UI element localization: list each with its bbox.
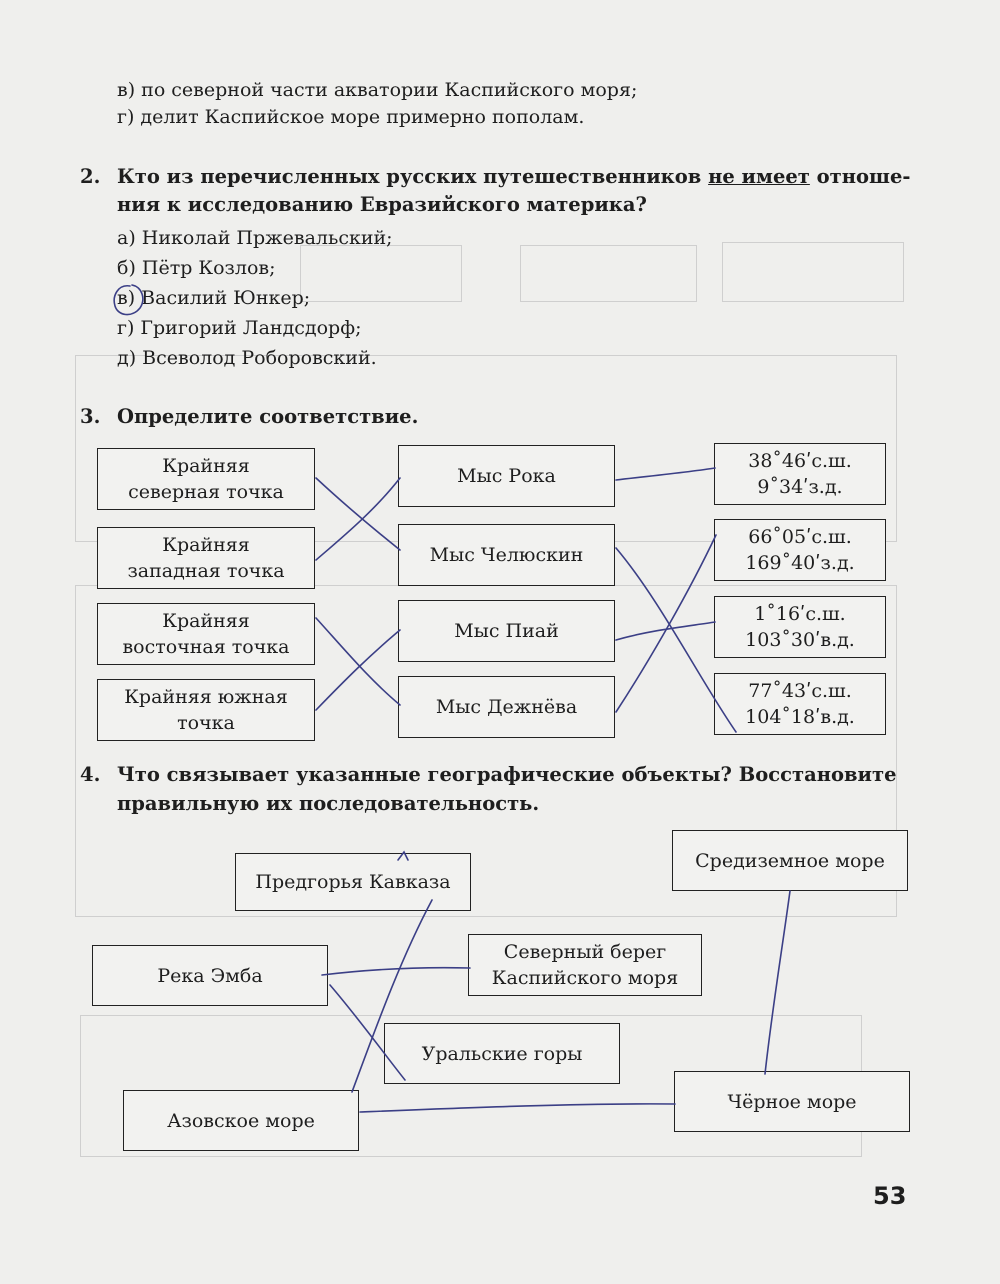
object-black-sea-label: Чёрное море <box>727 1090 857 1113</box>
pen-tick-caucasus <box>398 852 408 860</box>
object-mediterranean-label: Средиземное море <box>695 849 885 872</box>
q2-option-a: а) Николай Пржевальский; <box>117 227 393 249</box>
q2-option-d: д) Всеволод Роборовский. <box>117 347 377 369</box>
cape-roca-label: Мыс Рока <box>457 465 556 487</box>
point-east-line2: восточная точка <box>122 636 290 658</box>
q2-option-b: б) Пётр Козлов; <box>117 257 276 279</box>
page-number: 53 <box>873 1182 907 1210</box>
q2-option-v: в) Василий Юнкер; <box>117 287 311 309</box>
object-caspian-line1: Северный берег <box>503 941 667 963</box>
q3-number: 3. <box>80 405 101 428</box>
coord-2-lon: 169˚40ʹз.д. <box>745 552 855 574</box>
pen-line-north-to-chelyuskin <box>316 478 400 550</box>
q2-question-line2: ния к исследованию Евразийского материка? <box>117 193 647 216</box>
coord-3-lon: 103˚30ʹв.д. <box>745 629 855 651</box>
cape-chelyuskin-label: Мыс Челюскин <box>429 544 584 566</box>
q2-number: 2. <box>80 165 101 188</box>
q1-option-v: в) по северной части акватории Каспийского моря; <box>117 79 638 101</box>
point-west-line1: Крайняя <box>162 534 250 556</box>
pen-line-emba-to-caspian <box>322 968 470 975</box>
point-south-line1: Крайняя южная <box>124 686 288 708</box>
pen-line-emba-to-urals <box>330 985 405 1080</box>
q4-number: 4. <box>80 763 101 786</box>
coord-4-lon: 104˚18ʹв.д. <box>745 706 855 728</box>
q3-title: Определите соответствие. <box>117 405 419 428</box>
coord-3-lat: 1˚16ʹс.ш. <box>754 603 846 625</box>
cape-dezhnev-label: Мыс Дежнёва <box>435 696 578 718</box>
pen-line-south-to-piai <box>316 630 400 710</box>
pen-circle-option-v <box>114 285 143 315</box>
object-emba-label: Река Эмба <box>157 964 263 987</box>
object-caspian-line2: Каспийского моря <box>491 967 679 989</box>
pen-line-chelyuskin-to-coord4 <box>616 548 736 732</box>
q2-option-g: г) Григорий Ландсдорф; <box>117 317 362 339</box>
point-west-line2: западная точка <box>127 560 285 582</box>
point-north-line1: Крайняя <box>162 455 250 477</box>
point-south-line2: точка <box>177 712 235 734</box>
pen-line-east-to-dezhnev <box>316 618 400 705</box>
object-urals-label: Уральские горы <box>421 1042 583 1065</box>
object-azov-label: Азовское море <box>167 1109 315 1132</box>
q4-question-line1: Что связывает указанные географические объекты? Восстановите <box>117 763 897 786</box>
q2-question-line1: Кто из перечисленных русских путешественников не имеет отноше- <box>117 165 911 188</box>
point-east-line1: Крайняя <box>162 610 250 632</box>
coord-1-lon: 9˚34ʹз.д. <box>757 476 843 498</box>
q1-option-g: г) делит Каспийское море примерно пополам. <box>117 106 585 128</box>
q4-question-line2: правильную их последовательность. <box>117 792 540 815</box>
pen-line-azov-to-black <box>360 1104 675 1112</box>
coord-4-lat: 77˚43ʹс.ш. <box>748 680 852 702</box>
cape-piai-label: Мыс Пиай <box>454 620 559 642</box>
point-north-line2: северная точка <box>128 481 284 503</box>
pen-line-roca-to-coord1 <box>616 468 715 480</box>
coord-1-lat: 38˚46ʹс.ш. <box>748 450 852 472</box>
pen-line-black-to-med <box>765 891 790 1074</box>
coord-2-lat: 66˚05ʹс.ш. <box>748 526 852 548</box>
object-caucasus-label: Предгорья Кавказа <box>255 871 451 893</box>
